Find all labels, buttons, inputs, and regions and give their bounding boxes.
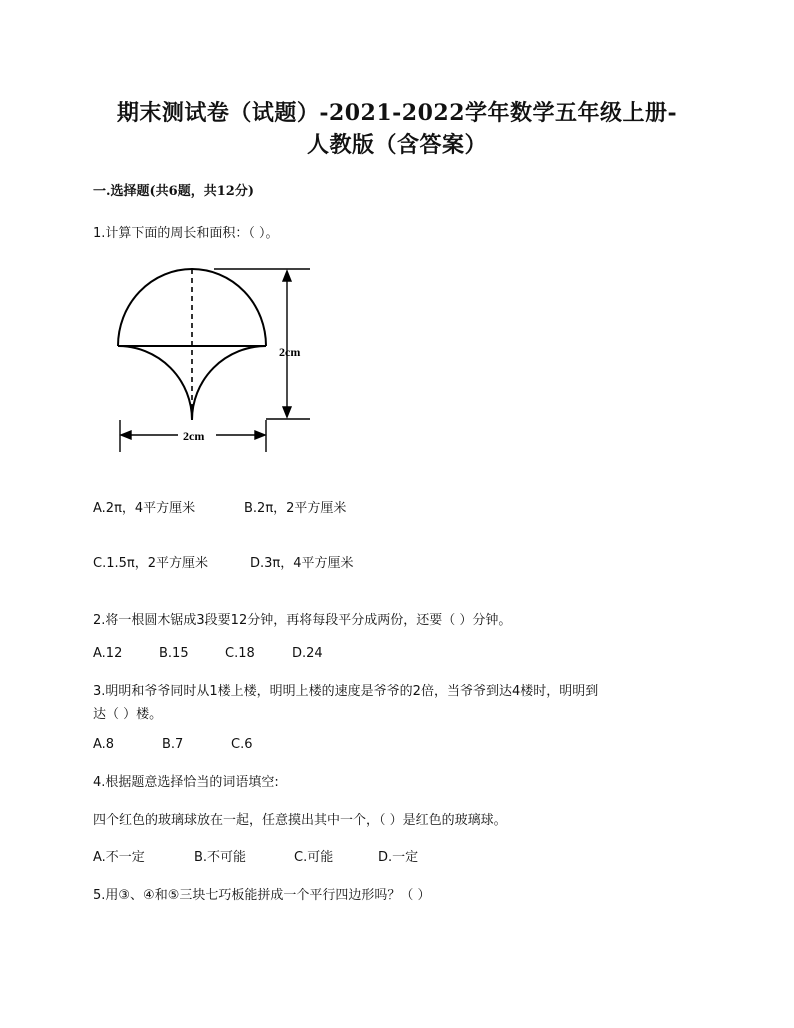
document-title-line2: 人教版（含答案） — [306, 132, 487, 158]
height-arrow-down — [283, 407, 291, 417]
question-4-subtext: 四个红色的玻璃球放在一起，任意摸出其中一个，（ ）是红色的玻璃球。 — [93, 813, 507, 828]
height-label: 2cm — [279, 345, 301, 359]
option-b: B.不可能 — [194, 850, 247, 865]
width-label: 2cm — [183, 429, 205, 443]
question-3-text-line1: 3.明明和爷爷同时从1楼上楼，明明上楼的速度是爷爷的2倍，当爷爷到达4楼时，明明到 — [93, 684, 599, 699]
option-a: A.2π，4平方厘米 — [93, 501, 196, 516]
question-4-text: 4.根据题意选择恰当的词语填空: — [93, 775, 279, 790]
question-3-text-line2: 达（ ）楼。 — [93, 707, 163, 722]
width-arrow-left — [121, 431, 131, 439]
question-1-options-row2 — [93, 552, 354, 571]
section-heading: 一.选择题(共6题，共12分) — [93, 184, 254, 199]
option-c: C.可能 — [294, 850, 334, 865]
option-c: C.6 — [231, 737, 253, 752]
question-3-options — [93, 737, 252, 752]
option-a: A.8 — [93, 737, 115, 752]
option-d: D.24 — [292, 646, 323, 661]
option-b: B.7 — [162, 737, 184, 752]
option-b: B.2π，2平方厘米 — [244, 501, 347, 516]
option-c: C.18 — [225, 646, 255, 661]
option-a: A.12 — [93, 646, 123, 661]
width-arrow-right — [255, 431, 265, 439]
question-2-text: 2.将一根圆木锯成3段要12分钟，再将每段平分成两份，还要（ ）分钟。 — [93, 613, 512, 628]
figure-left-concave-arc — [118, 346, 192, 420]
option-d: D.一定 — [378, 850, 419, 865]
document-title-line1: 期末测试卷（试题）-2021-2022学年数学五年级上册- — [116, 100, 678, 126]
option-c: C.1.5π，2平方厘米 — [93, 556, 208, 571]
question-5-text: 5.用③、④和⑤三块七巧板能拼成一个平行四边形吗？（ ） — [93, 888, 431, 903]
height-arrow-up — [283, 271, 291, 281]
option-b: B.15 — [159, 646, 189, 661]
figure-right-concave-arc — [192, 346, 266, 420]
question-4-options — [93, 846, 418, 865]
question-1-options-row1 — [93, 497, 346, 516]
question-2-options — [93, 646, 323, 661]
question-1-text: 1.计算下面的周长和面积：（ ）。 — [93, 226, 279, 241]
option-d: D.3π，4平方厘米 — [250, 556, 354, 571]
option-a: A.不一定 — [93, 850, 145, 865]
